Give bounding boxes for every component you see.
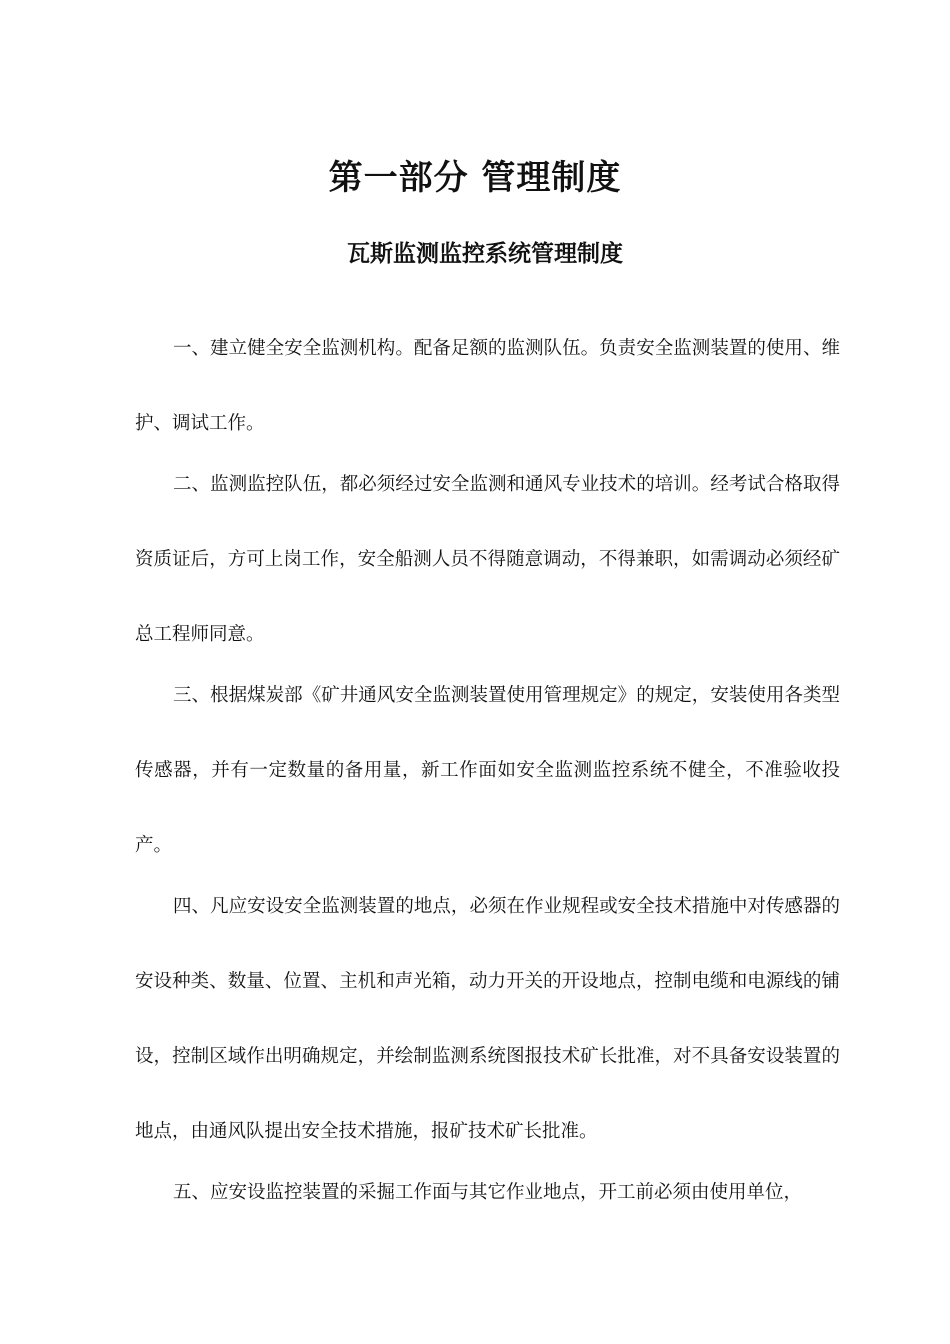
page-title: 第一部分 管理制度	[328, 158, 622, 198]
document-body	[135, 311, 840, 1216]
paragraph-1: 一、建立健全安全监测机构。配备足额的监测队伍。负责安全监测装置的使用、维护、调试工作。	[135, 338, 840, 434]
paragraph-2: 二、监测监控队伍，都必须经过安全监测和通风专业技术的培训。经考试合格取得资质证后，方可上岗工作，安全船测人员不得随意调动，不得兼职，如需调动必须经矿总工程师同意。	[135, 474, 840, 645]
paragraph-4: 四、凡应安设安全监测装置的地点，必须在作业规程或安全技术措施中对传感器的安设种类、数量、位置、主机和声光箱，动力开关的开设地点，控制电缆和电源线的铺设，控制区域作出明确规定，并绘制监测系统图报技术矿长批准，对不具备安设装置的地点，由通风队提出安全技术措施，报矿技术矿长批准。	[135, 896, 840, 1142]
document-subtitle: 瓦斯监测监控系统管理制度	[347, 241, 623, 267]
paragraph-5: 五、应安设监控装置的采掘工作面与其它作业地点，开工前必须由使用单位，	[173, 1182, 803, 1203]
paragraph-3: 三、根据煤炭部《矿井通风安全监测装置使用管理规定》的规定，安装使用各类型传感器，并有一定数量的备用量，新工作面如安全监测监控系统不健全，不准验收投产。	[135, 685, 840, 856]
